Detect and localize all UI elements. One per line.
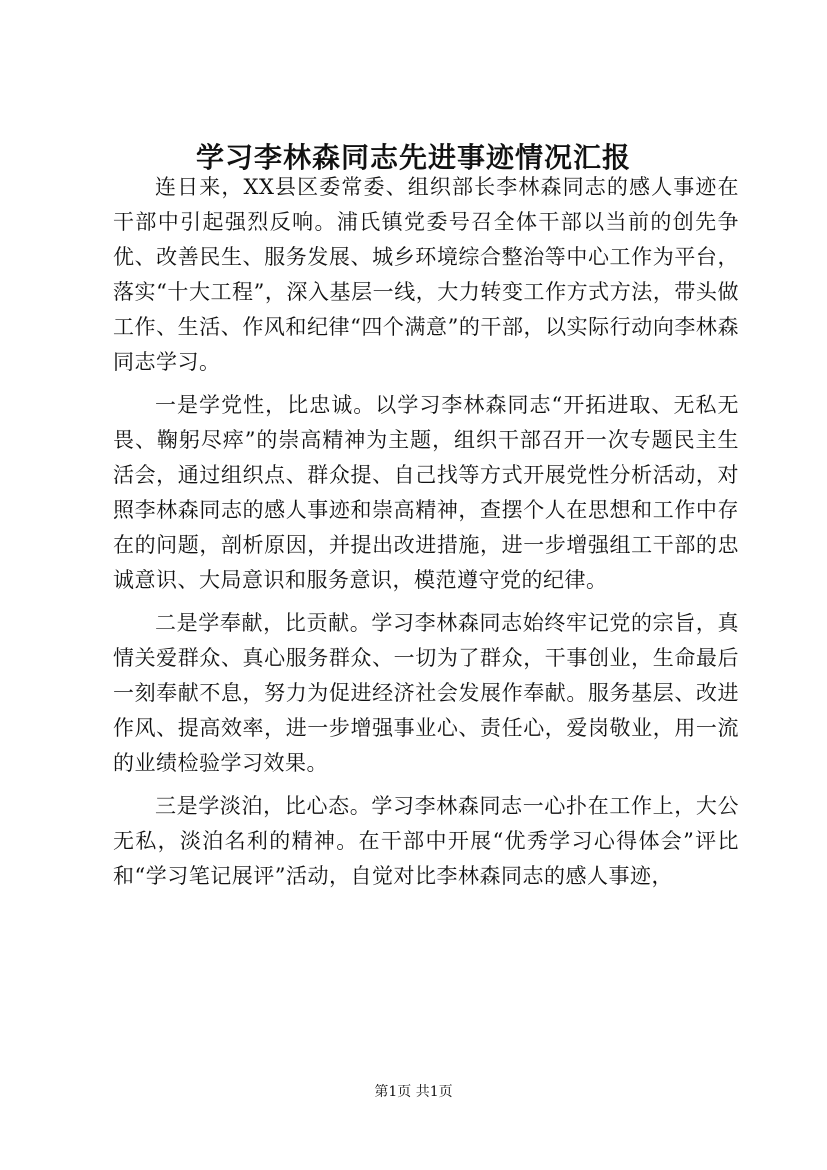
paragraph-dedication: 二是学奉献，比贡献。学习李林森同志始终牢记党的宗旨，真情关爱群众、真心服务群众、一切为了群众，干事创业，生命最后一刻奉献不息，努力为促进经济社会发展作奉献。服务基层、改进作风、提高效率，进一步增强事业心、责任心，爱岗敬业，用一流的业绩检验学习效果。 xyxy=(113,611,739,775)
paragraph-intro: 连日来，XX县区委常委、组织部长李林森同志的感人事迹在干部中引起强烈反响。浦氏镇党委号召全体干部以当前的创先争优、改善民生、服务发展、城乡环境综合整治等中心工作为平台，落实“十大工程”，深入基层一线，大力转变工作方式方法，带头做工作、生活、作风和纪律“四个满意”的干部，以实际行动向李林森同志学习。 xyxy=(113,175,739,374)
paragraph-indifference: 三是学淡泊，比心态。学习李林森同志一心扑在工作上，大公无私，淡泊名利的精神。在干部中开展“优秀学习心得体会”评比和“学习笔记展评”活动，自觉对比李林森同志的感人事迹， xyxy=(113,794,739,888)
document-title: 学习李林森同志先进事迹情况汇报 xyxy=(195,141,631,174)
document-body xyxy=(113,170,739,894)
paragraph-party-spirit: 一是学党性，比忠诚。以学习李林森同志“开拓进取、无私无畏、鞠躬尽瘁”的崇高精神为主题，组织干部召开一次专题民主生活会，通过组织点、群众提、自己找等方式开展党性分析活动，对照李林森同志的感人事迹和崇高精神，查摆个人在思想和工作中存在的问题，剖析原因，并提出改进措施，进一步增强组工干部的忠诚意识、大局意识和服务意识，模范遵守党的纪律。 xyxy=(113,393,739,592)
page-footer: 第1页 共1页 xyxy=(374,1084,453,1100)
